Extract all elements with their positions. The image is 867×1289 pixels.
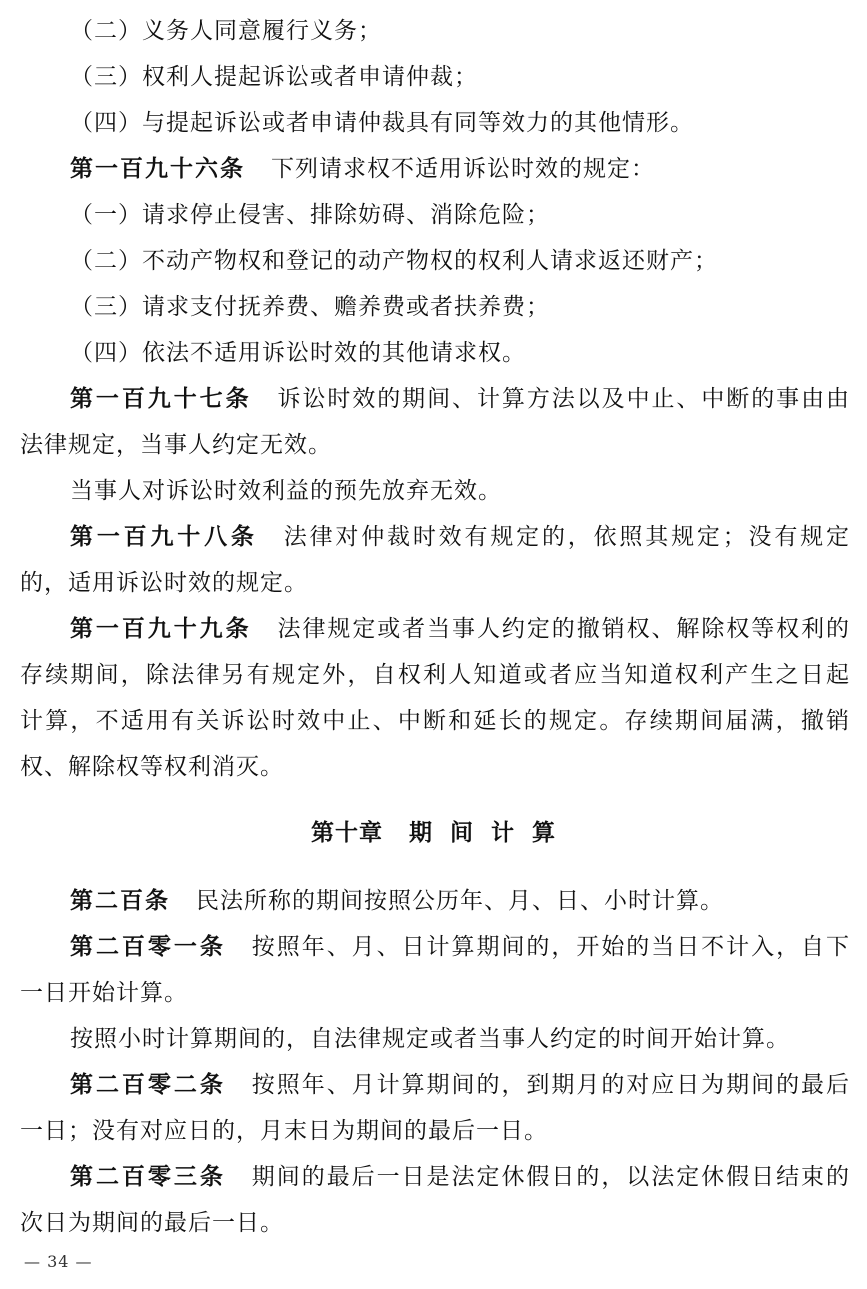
article-label: 第二百零二条: [70, 1072, 226, 1098]
article-text: 法律对仲裁时效有规定的，依照其规定；没有规定: [283, 524, 850, 550]
paragraph-item: （三）权利人提起诉讼或者申请仲裁；: [70, 64, 478, 90]
article-text-continued: 一日开始计算。: [20, 980, 188, 1006]
article-text: 期间的最后一日是法定休假日的，以法定休假日结束的: [251, 1164, 851, 1190]
article-text: 按照年、月计算期间的，到期月的对应日为期间的最后: [251, 1072, 851, 1098]
article-203: [70, 1162, 850, 1192]
chapter-title-char: 算: [532, 820, 556, 846]
chapter-title-char: 期: [409, 820, 450, 846]
article-text: 按照年、月、日计算期间的，开始的当日不计入，自下: [251, 934, 851, 960]
article-text: 下列请求权不适用诉讼时效的规定：: [271, 156, 655, 182]
page-number: — 34 —: [24, 1252, 93, 1271]
paragraph-item: （二）义务人同意履行义务；: [70, 18, 382, 44]
article-label: 第二百零三条: [70, 1164, 226, 1190]
paragraph-item: （三）请求支付抚养费、赡养费或者扶养费；: [70, 294, 550, 320]
paragraph-item: 当事人对诉讼时效利益的预先放弃无效。: [70, 478, 502, 504]
article-text: 诉讼时效的期间、计算方法以及中止、中断的事由由: [277, 386, 851, 412]
chapter-title-char: 间: [450, 820, 491, 846]
article-201: [70, 932, 850, 962]
chapter-title-char: 计: [491, 820, 532, 846]
article-label: 第一百九十九条: [70, 616, 252, 642]
article-text-continued: 的，适用诉讼时效的规定。: [20, 570, 308, 596]
article-202: [70, 1070, 850, 1100]
article-label: 第二百零一条: [70, 934, 226, 960]
article-text: 法律规定或者当事人约定的撤销权、解除权等权利的: [277, 616, 851, 642]
paragraph-item: （四）与提起诉讼或者申请仲裁具有同等效力的其他情形。: [70, 110, 694, 136]
chapter-number: 第十章: [311, 820, 383, 846]
article-text-continued: 计算，不适用有关诉讼时效中止、中断和延长的规定。存续期间届满，撤销: [20, 708, 850, 734]
article-label: 第一百九十七条: [70, 386, 252, 412]
chapter-heading: [0, 818, 867, 848]
article-text-continued: 存续期间，除法律另有规定外，自权利人知道或者应当知道权利产生之日起: [20, 662, 850, 688]
paragraph-item: （四）依法不适用诉讼时效的其他请求权。: [70, 340, 526, 366]
article-text-continued: 一日；没有对应日的，月末日为期间的最后一日。: [20, 1118, 548, 1144]
paragraph-item: （二）不动产物权和登记的动产物权的权利人请求返还财产；: [70, 248, 718, 274]
article-196: [70, 154, 850, 184]
article-198: [70, 522, 850, 552]
article-label: 第二百条: [70, 888, 170, 914]
article-text-continued: 法律规定，当事人约定无效。: [20, 432, 332, 458]
article-200: [70, 886, 850, 916]
article-label: 第一百九十六条: [70, 156, 245, 182]
article-199: [70, 614, 850, 644]
paragraph-item: 按照小时计算期间的，自法律规定或者当事人约定的时间开始计算。: [70, 1026, 790, 1052]
article-197: [70, 384, 850, 414]
paragraph-item: （一）请求停止侵害、排除妨碍、消除危险；: [70, 202, 550, 228]
article-text-continued: 次日为期间的最后一日。: [20, 1210, 284, 1236]
article-text: 民法所称的期间按照公历年、月、日、小时计算。: [196, 888, 724, 914]
article-label: 第一百九十八条: [70, 524, 258, 550]
article-text-continued: 权、解除权等权利消灭。: [20, 754, 284, 780]
